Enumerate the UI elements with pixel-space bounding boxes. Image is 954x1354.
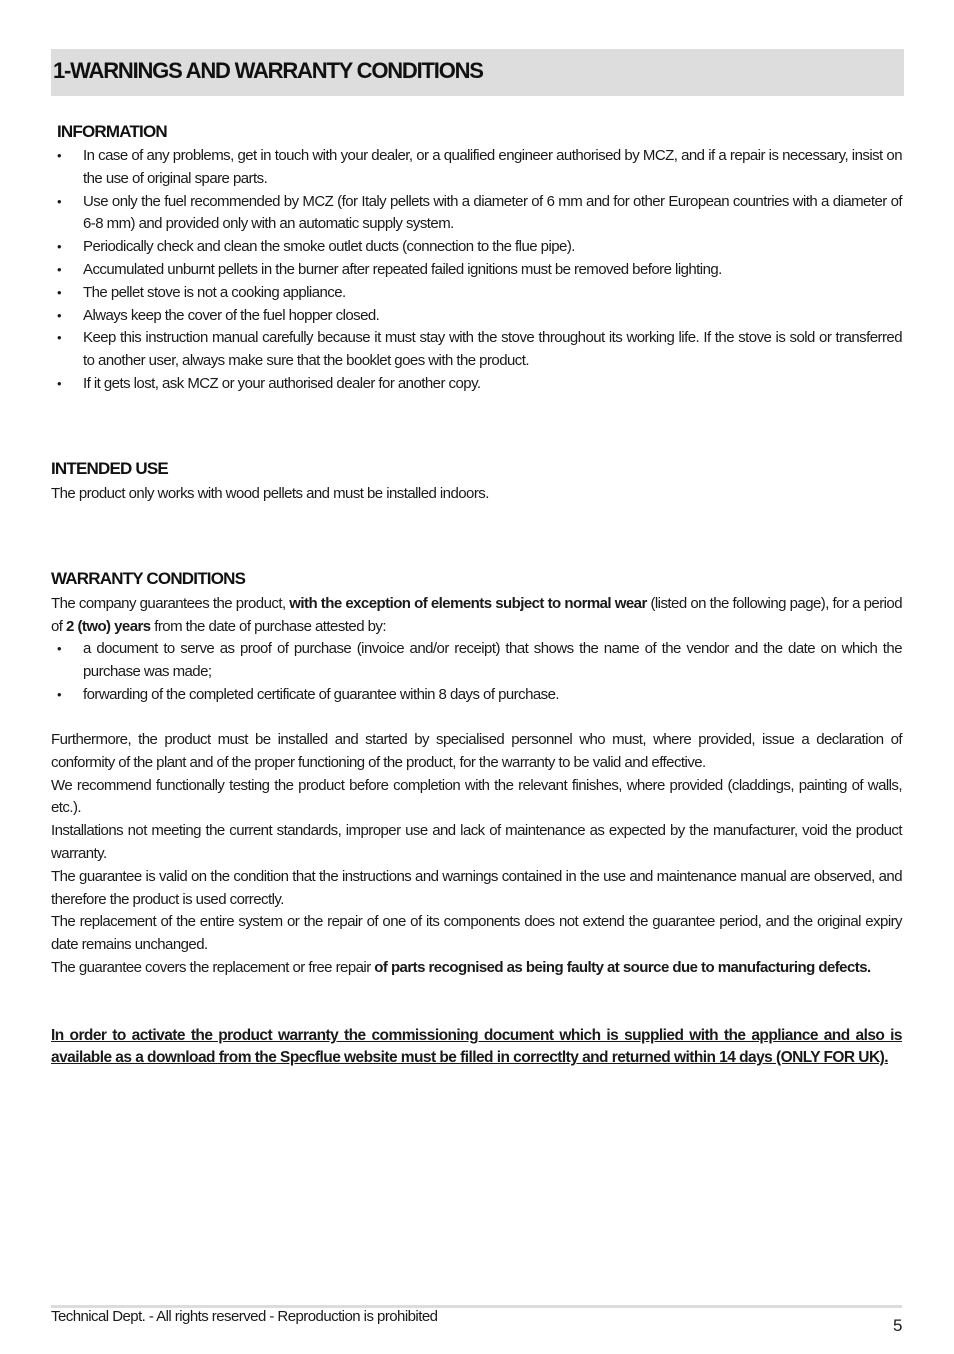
page-number: 5 <box>893 1316 903 1335</box>
bullet-icon: • <box>57 307 62 323</box>
bullet-icon: • <box>57 641 62 656</box>
list-item: • a document to serve as proof of purchase (invoice and/or receipt) that shows the name of the vendor and the date on which the purchase was made; <box>57 640 902 680</box>
intended-use-text: The product only works with wood pellets and must be installed indoors. <box>51 485 489 502</box>
intended-use-heading: INTENDED USE <box>51 459 168 478</box>
bullet-icon: • <box>57 375 62 391</box>
list-item: • Use only the fuel recommended by MCZ (for Italy pellets with a diameter of 6 mm and for other European countries with a diameter of 6-8 mm) and provided only with an automatic supply system. <box>57 192 902 233</box>
bullet-icon: • <box>57 330 62 346</box>
information-heading: INFORMATION <box>57 122 167 141</box>
list-item: • In case of any problems, get in touch with your dealer, or a qualified engineer authorised by MCZ, and if a repair is necessary, insist on the use of original spare parts. <box>57 147 902 187</box>
bullet-icon: • <box>57 193 62 209</box>
footer-text: Technical Dept. - All rights reserved - Reproduction is prohibited <box>51 1308 438 1325</box>
bullet-icon: • <box>57 284 62 300</box>
warranty-paragraphs <box>51 729 902 980</box>
bullet-icon: • <box>57 686 62 702</box>
bullet-icon: • <box>57 239 62 255</box>
list-item: • The pellet stove is not a cooking appliance. <box>51 282 902 305</box>
paragraph: The guarantee covers the replacement or free repair of parts recognised as being faulty at source due to manufacturing defects. <box>51 958 871 976</box>
information-list <box>51 145 902 396</box>
list-item: • Keep this instruction manual carefully because it must stay with the stove throughout its working life. If the stove is sold or transferred to another user, always make sure that the booklet goes with the product. <box>57 329 902 370</box>
list-item: • Accumulated unburnt pellets in the burner after repeated failed ignitions must be removed before lighting. <box>51 259 902 282</box>
paragraph: The guarantee is valid on the condition that the instructions and warnings contained in the use and maintenance manual are observed, and therefore the product is used correctly. <box>51 867 902 908</box>
warranty-heading: WARRANTY CONDITIONS <box>51 569 246 588</box>
list-item: • forwarding of the completed certificate of guarantee within 8 days of purchase. <box>51 684 902 707</box>
activation-notice: In order to activate the product warranty the commissioning document which is supplied with the appliance and also is available as a download from the Specflue website must be filled in correctlty and returned within 14 days (ONLY FOR UK). <box>51 1027 902 1066</box>
bullet-icon: • <box>57 148 62 163</box>
paragraph: Furthermore, the product must be installed and started by specialised personnel who must, where provided, issue a declaration of conformity of the plant and of the proper functioning of the product, for the warranty to be valid and effective. <box>51 731 902 771</box>
paragraph: The replacement of the entire system or the repair of one of its components does not extend the guarantee period, and the original expiry date remains unchanged. <box>51 913 902 954</box>
list-item: • Always keep the cover of the fuel hopper closed. <box>51 305 902 328</box>
list-item: • Periodically check and clean the smoke outlet ducts (connection to the flue pipe). <box>51 236 902 259</box>
warranty-list <box>51 638 902 706</box>
warranty-intro: The company guarantees the product, with the exception of elements subject to normal wear (listed on the following page), for a period of 2 (two) years from the date of purchase attested by: <box>51 595 903 635</box>
paragraph: Installations not meeting the current standards, improper use and lack of maintenance as expected by the manufacturer, void the product warranty. <box>51 822 902 862</box>
list-item: • If it gets lost, ask MCZ or your authorised dealer for another copy. <box>51 373 902 396</box>
page-title: 1-WARNINGS AND WARRANTY CONDITIONS <box>53 58 483 83</box>
bullet-icon: • <box>57 261 62 277</box>
paragraph: We recommend functionally testing the product before completion with the relevant finishes, where provided (claddings, painting of walls, etc.). <box>51 776 902 817</box>
section-title-bar <box>51 49 904 96</box>
